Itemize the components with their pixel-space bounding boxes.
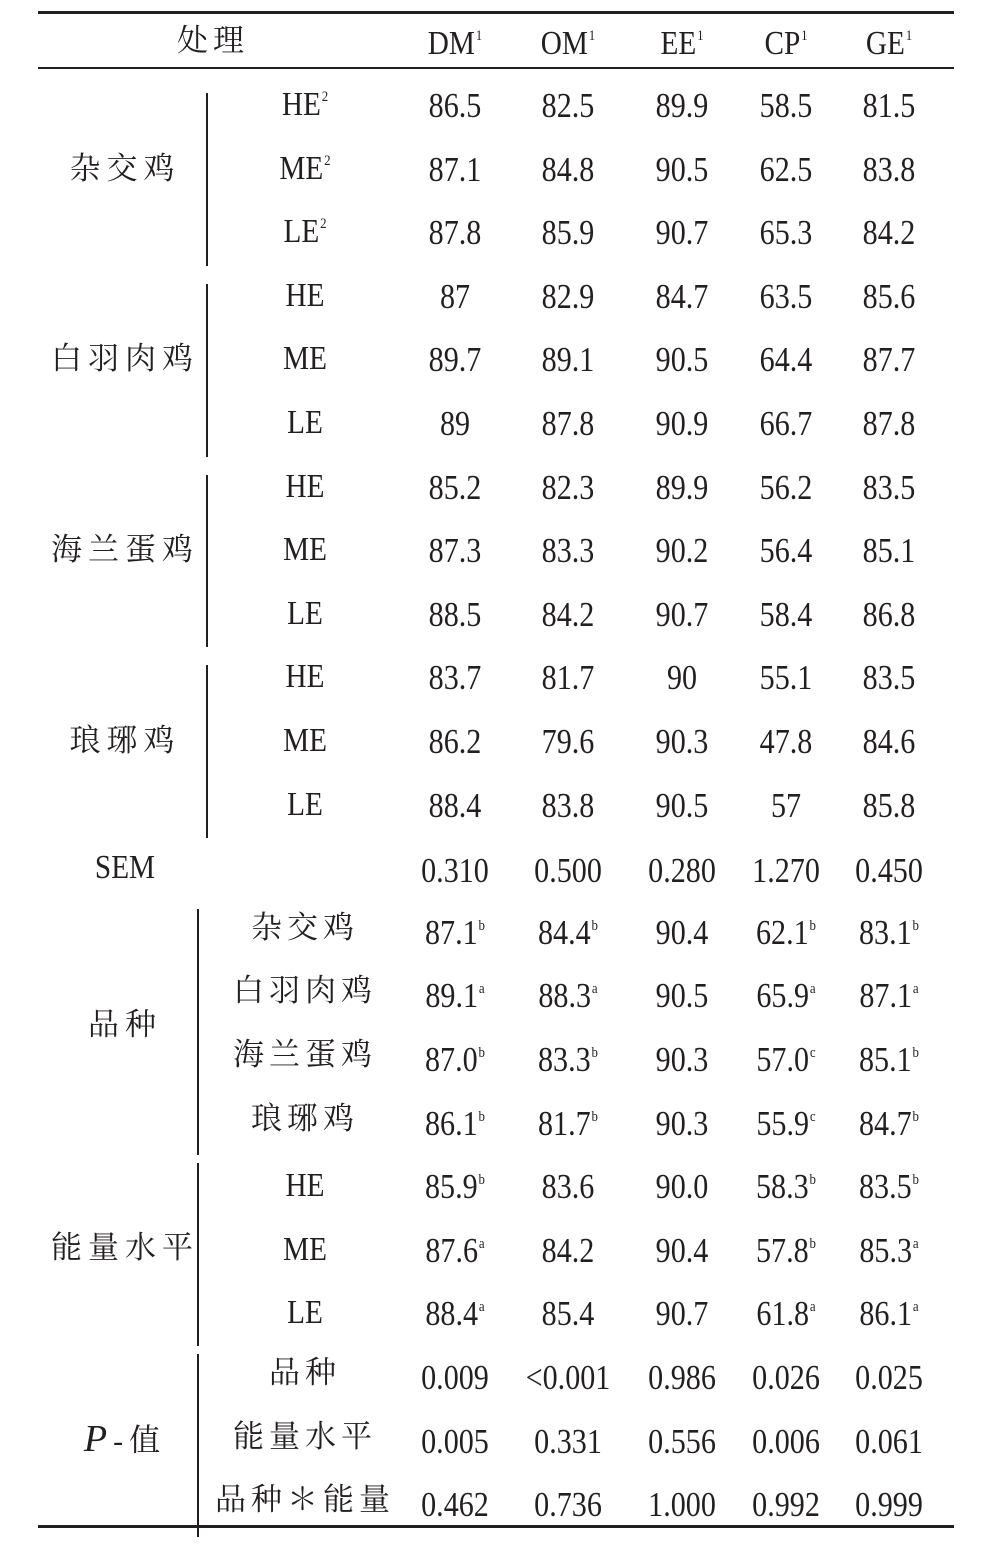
p-italic: P [83,1417,114,1460]
table-cell: 87.8 [428,213,482,253]
table-cell: 85.4 [541,1294,595,1334]
row-label: LE [287,594,323,632]
group-label: 能量水平 [51,1229,199,1266]
table-cell: 90 [666,658,698,698]
table-cell: 90.2 [655,531,709,571]
table-cell: 0.005 [421,1421,489,1461]
table-cell: 0.061 [855,1421,923,1461]
table-cell: 0.025 [855,1358,923,1397]
table-cell: 88.5 [428,594,482,634]
table-cell: 90.7 [655,1294,709,1334]
table-cell: 88.3$^a$ [538,976,598,1016]
superscript: 2 [324,152,331,169]
group-label: 杂交鸡 [69,150,181,187]
superscript: b [912,1045,919,1061]
superscript: a [912,1299,919,1316]
table-cell: 81.7$^b$ [538,1103,598,1143]
table-cell: 0.026 [752,1358,820,1397]
table-cell: 55.9$^c$ [756,1103,816,1143]
table-cell: 81.5 [862,86,916,125]
superscript: b [591,917,598,934]
table-cell: 0.986 [648,1358,716,1397]
superscript: 1 [905,28,913,44]
table-cell: 89.1$^a$ [425,976,485,1016]
table-cell: 84.2 [541,594,595,634]
table-cell: 88.4$^a$ [425,1294,485,1334]
table-cell: 62.5 [759,149,813,189]
table-cell: 0.009 [421,1358,489,1397]
row-label: ME [283,340,327,378]
table-cell: 85.1 [862,531,916,571]
column-header: $GE^1$ [865,25,913,62]
column-header: $OM^1$ [540,25,596,62]
group-label: 海兰蛋鸡 [51,532,199,569]
superscript: a [912,1235,919,1252]
table-cell: 85.2 [428,467,482,507]
table-cell: 0.999 [855,1485,923,1525]
superscript: a [591,981,598,998]
table-cell: 84.7$^b$ [859,1103,919,1143]
superscript: c [809,1045,816,1061]
sem-value: 0.450 [855,851,923,891]
table-cell: 83.1$^b$ [859,912,919,952]
table-cell: 0.556 [648,1421,716,1461]
sem-label: SEM [94,849,156,887]
table-cell: 87.0$^b$ [425,1040,485,1079]
table-cell: 90.5 [655,785,709,825]
table-cell: 90.5 [655,340,709,380]
table-cell: 84.6 [862,722,916,761]
table-cell: 89 [439,404,471,443]
row-label: HE [285,276,325,314]
table-cell: 86.5 [428,86,482,125]
table-cell: 83.6 [541,1167,595,1207]
table-cell: 84.2 [541,1230,595,1270]
row-label: HE [285,1167,325,1205]
group-label: 琅琊鸡 [69,723,181,759]
table-cell: 90.0 [655,1167,709,1207]
row-label: ME [283,531,327,569]
table-cell: 82.9 [541,276,595,316]
group-bracket [206,665,208,838]
group-bracket [206,284,208,457]
group-label: 白羽肉鸡 [51,341,199,378]
group-bracket [206,475,208,648]
row-label: 能量水平 [233,1418,377,1455]
table-cell: 47.8 [759,722,813,761]
table-cell: 61.8$^a$ [756,1294,816,1334]
group-bracket [206,93,208,266]
row-label: 品种 [269,1355,341,1391]
table-cell: 87.6$^a$ [425,1230,485,1270]
header-rule [38,67,954,69]
table-cell: 57.8$^b$ [756,1230,816,1270]
table-cell: 90.7 [655,594,709,634]
superscript: b [478,917,485,934]
table-cell: 82.5 [541,86,595,125]
superscript: a [478,1235,485,1252]
table-cell: 56.2 [759,467,813,507]
table-cell: 85.3$^a$ [859,1230,919,1270]
row-label: 杂交鸡 [251,909,359,946]
table-cell: 85.6 [862,276,916,316]
table-cell: 86.2 [428,722,482,761]
superscript: 1 [475,28,483,44]
table-cell: 0.331 [534,1421,602,1461]
superscript: b [478,1172,485,1189]
table-cell: 57 [770,785,802,825]
table-cell: 90.5 [655,149,709,189]
table-cell: 87 [439,276,471,316]
sem-value: 0.310 [421,851,489,891]
row-label: HE [285,658,325,696]
superscript: a [809,1299,816,1316]
row-label: $LE^2$ [283,213,327,251]
superscript: b [809,917,816,934]
top-rule [38,11,954,14]
table-cell: 65.9$^a$ [756,976,816,1016]
table-cell: 83.5 [862,467,916,507]
table-cell: 85.9 [541,213,595,253]
group-label: 品种 [88,1007,162,1044]
row-label: ME [283,1230,327,1268]
table-cell: 82.3 [541,467,595,507]
table-cell: 90.3 [655,1103,709,1143]
table-cell: 83.3$^b$ [538,1040,598,1079]
table-cell: 89.1 [541,340,595,380]
table-cell: 0.462 [421,1485,489,1525]
table-cell: 84.4$^b$ [538,912,598,952]
table-cell: 64.4 [759,340,813,380]
bottom-rule [38,1525,954,1528]
superscript: 2 [321,89,329,105]
table-cell: 87.7 [862,340,916,380]
table-cell: 84.7 [655,276,709,316]
superscript: b [809,1235,816,1252]
superscript: b [912,917,919,934]
table-cell: 62.1$^b$ [756,912,816,952]
table-cell: 81.7 [541,658,595,698]
table-cell: 83.8 [862,149,916,189]
row-label: 品种＊能量 [215,1482,395,1519]
header-treatment: 处理 [177,23,249,59]
superscript: b [809,1172,816,1189]
table-cell: 87.1 [428,149,482,189]
superscript: b [478,1045,485,1061]
table-cell: 90.5 [655,976,709,1016]
table-cell: 83.3 [541,531,595,571]
table-cell: <0.001 [525,1358,611,1397]
table-cell: 0.992 [752,1485,820,1525]
superscript: a [478,981,485,998]
sem-value: 0.500 [534,851,602,891]
table-cell: 90.7 [655,213,709,253]
row-label: ME [283,722,327,759]
table-cell: 83.8 [541,785,595,825]
row-label: 海兰蛋鸡 [233,1037,377,1073]
row-label: LE [287,404,323,441]
p-suffix: 值 [129,1422,167,1459]
row-label: 白羽肉鸡 [233,973,377,1010]
p-dash: - [113,1424,130,1458]
row-label: LE [287,1294,323,1332]
table-cell: 0.736 [534,1485,602,1525]
table-cell: 84.2 [862,213,916,253]
table-cell: 90.4 [655,1230,709,1270]
superscript: c [809,1108,816,1125]
table-cell: 87.8 [862,404,916,443]
table-cell: 83.5$^b$ [859,1167,919,1207]
table-cell: 90.3 [655,722,709,761]
table-cell: 90.3 [655,1040,709,1079]
table-cell: 85.9$^b$ [425,1167,485,1207]
table-cell: 88.4 [428,785,482,825]
table-cell: 89.7 [428,340,482,380]
superscript: b [912,1108,919,1125]
table-cell: 79.6 [541,722,595,761]
superscript: a [478,1299,485,1316]
table-cell: 58.5 [759,86,813,125]
column-header: $EE^1$ [660,25,704,62]
table-cell: 86.8 [862,594,916,634]
p-value-label [25,1417,225,1460]
column-header: $DM^1$ [427,25,483,62]
row-label: $HE^2$ [281,86,329,123]
row-label: 琅琊鸡 [251,1100,359,1137]
sem-value: 1.270 [752,851,820,891]
superscript: 2 [320,216,327,233]
table-cell: 87.1$^a$ [859,976,919,1016]
table-cell: 58.3$^b$ [756,1167,816,1207]
table-cell: 56.4 [759,531,813,571]
table-cell: 66.7 [759,404,813,443]
table-cell: 86.1$^a$ [859,1294,919,1334]
table-cell: 90.4 [655,912,709,952]
table-cell: 90.9 [655,404,709,443]
table-cell: 85.1$^b$ [859,1040,919,1079]
superscript: 1 [588,28,596,44]
table-cell: 89.9 [655,86,709,125]
table-cell: 87.3 [428,531,482,571]
table-cell: 58.4 [759,594,813,634]
superscript: b [591,1108,598,1125]
table-cell: 87.8 [541,404,595,443]
table-cell: 86.1$^b$ [425,1103,485,1143]
row-label: $ME^2$ [279,149,331,187]
row-label: HE [285,467,325,505]
table-cell: 83.7 [428,658,482,698]
table-cell: 65.3 [759,213,813,253]
superscript: b [591,1045,598,1061]
table-cell: 55.1 [759,658,813,698]
table-cell: 87.1$^b$ [425,912,485,952]
table-cell: 57.0$^c$ [756,1040,816,1079]
table-cell: 1.000 [648,1485,716,1525]
superscript: a [912,981,919,998]
superscript: b [912,1172,919,1189]
superscript: 1 [801,28,808,44]
table-cell: 84.8 [541,149,595,189]
row-label: LE [287,785,323,823]
column-header: $CP^1$ [764,25,808,62]
table-cell: 83.5 [862,658,916,698]
table-cell: 63.5 [759,276,813,316]
table-cell: 0.006 [752,1421,820,1461]
superscript: b [478,1108,485,1125]
superscript: a [809,981,816,998]
sem-value: 0.280 [648,851,716,891]
superscript: 1 [697,28,704,44]
table-cell: 85.8 [862,785,916,825]
table-cell: 89.9 [655,467,709,507]
